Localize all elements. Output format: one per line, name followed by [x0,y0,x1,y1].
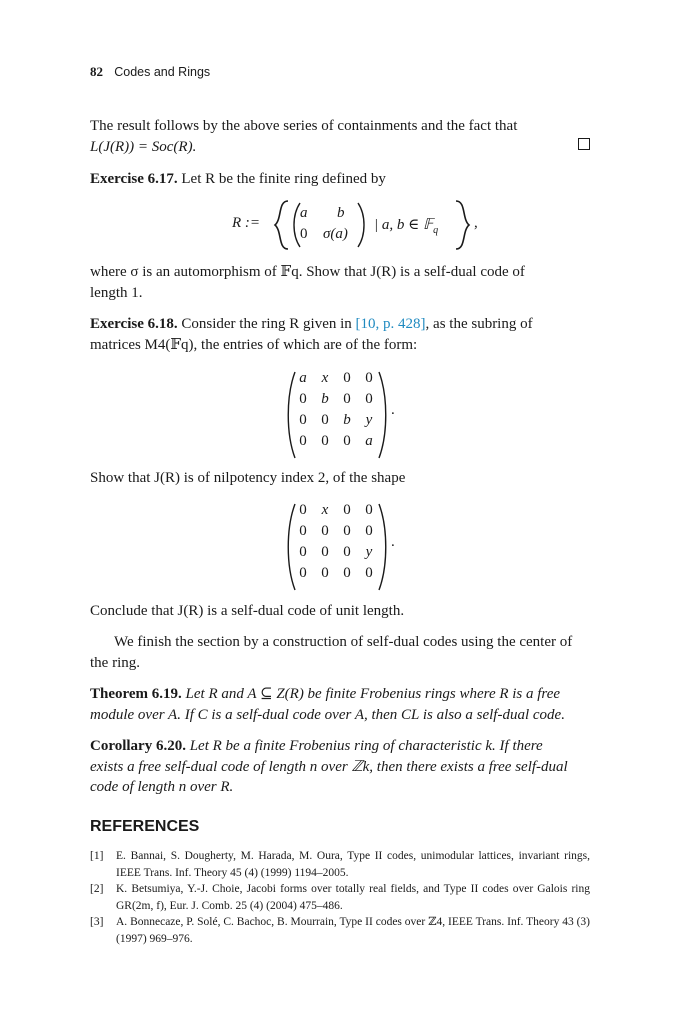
page: 82 Codes and Rings The result follows by the above series of containments and the fact that L(J(R)) = Soc(R). Exercise 6.17. Let R be the finite ring defined by R := a b 0 σ(a) | a, b ∈ 𝔽$_q$ , where σ is an automorphism of 𝔽q. Show that J(R) is a self-dual code of length 1. Exercise 6.18. Consider the ring R given in [10, p. 428], as the subring of matrices M4(𝔽q), the entries of which are of the form: a x 0 0 0 b 0 0 0 0 b y 0 0 0 a . Show that J(R) is of nilpotency index 2, of the shape 0 x 0 0 0 0 0 0 0 0 0 y 0 0 0 0 . Conclude that J(R) is a self-dual code of unit length. We finish the section by a construction of self-dual codes using the center of the ring. Theorem 6.19. Let R and A ⊆ Z(R) be finite Frobenius rings where R is a free module over A. If C is a self-dual code over A, then CL is also a self-dual code. Corollary 6.20. Let R be a finite Frobenius ring of characteristic k. If there exists a free self-dual code of length n over ℤk, then there exists a free self-dual code of length n over R. REFERENCES [1] E. Bannai, S. Dougherty, M. Harada, M. Oura, Type II codes, unimodular lattices, invariant rings, IEEE Trans. Inf. Theory 45 (4) (1999) 1194–2005. [2] K. Betsumiya, Y.-J. Choie, Jacobi forms over totally real fields, and Type II codes over Galois ring GR(2m, f), Eur. J. Comb. 25 (4) (2004) 475–486. [3] A. Bonnecaze, P. Solé, C. Bachoc, B. Mourrain, Type II codes over ℤ4, IEEE Trans. Inf. Theory 43 (3) (1997) 969–976. [90,0,590,1024]
result-line-2: L(J(R)) = Soc(R). [90,138,197,155]
exercise-6-18-line-2: matrices M4(𝔽q), the entries of which are of the form: [90,336,418,353]
reference-number: [2] [90,883,104,895]
references-heading: REFERENCES [90,818,200,835]
reference-text: K. Betsumiya, Y.-J. Choie, Jacobi forms over totally real fields, and Type II codes over Galois ring GR(2m, f), Eur. J. Comb. 25 (4) (2004) 475–486. [116,883,590,912]
exercise-6-17-after-line-1: where σ is an automorphism of 𝔽q. Show that J(R) is a self-dual code of [90,264,525,280]
qed-box-icon [578,138,590,150]
reference-text: E. Bannai, S. Dougherty, M. Harada, M. Oura, Type II codes, unimodular lattices, invariant rings, IEEE Trans. Inf. Theory 45 (4) (1999) 1194–2005. [116,850,590,879]
citation-link[interactable]: [10, p. 428] [355,316,426,332]
page-number: 82 [90,64,103,79]
corollary-label: Corollary 6.20. [90,738,186,754]
running-header [90,64,210,80]
matrix-form: a x 0 0 0 b 0 0 0 0 b y 0 0 0 a . [285,370,395,460]
right-brace-icon [450,199,476,251]
result-paragraph [90,116,590,157]
exercise-6-17-after-line-2: length 1. [90,284,143,301]
exercise-6-17-after [90,262,590,303]
running-title: Codes and Rings [114,65,211,79]
corollary-6-20 [90,736,590,798]
corollary-line-3: code of length n over R. [90,779,234,795]
reference-item [90,848,590,881]
corollary-line-2: exists a free self-dual code of length n over ℤk, then there exists a free self-dual [90,758,568,775]
conclude-text: Conclude that J(R) is a self-dual code of unit length. [90,603,405,619]
finish-paragraph [90,632,590,673]
theorem-label: Theorem 6.19. [90,686,182,702]
theorem-6-19 [90,684,590,725]
result-line-1: The result follows by the above series of containments and the fact that [90,118,518,134]
exercise-6-17-label: Exercise 6.17. [90,171,178,187]
reference-number: [1] [90,850,104,862]
theorem-line-2: module over A. If C is a self-dual code over A, then CL is also a self-dual code. [90,706,565,723]
reference-item [90,914,590,947]
m617-a: a [300,205,308,221]
exercise-6-17-intro [90,169,590,190]
matrix2-right-paren-icon [377,502,389,592]
matrix1-right-paren-icon [377,370,389,460]
m617-zero: 0 [300,226,308,242]
nilpotency-text: Show that J(R) is of nilpotency index 2, of the shape [90,470,406,486]
exercise-6-17-text: Let R be the finite ring defined by [181,171,386,187]
m617-b: b [337,205,345,221]
finish-line-2: the ring. [90,654,140,671]
reference-number: [3] [90,916,104,928]
finish-line-1: We finish the section by a construction of self-dual codes using the center of [114,634,573,650]
theorem-line-1: Let R and A ⊆ Z(R) be finite Frobenius rings where R is a free [185,686,561,702]
exercise-6-18-intro [90,314,590,355]
reference-item [90,881,590,914]
corollary-line-1: Let R be a finite Frobenius ring of characteristic k. If there [189,738,543,754]
reference-text: A. Bonnecaze, P. Solé, C. Bachoc, B. Mourrain, Type II codes over ℤ4, IEEE Trans. Inf. Theory 43 (3) (1997) 969–976. [116,916,590,945]
exercise-6-18-label: Exercise 6.18. [90,316,178,332]
matrix-shape: 0 x 0 0 0 0 0 0 0 0 0 y 0 0 0 0 . [285,502,395,592]
m617-sigma-a: σ(a) [323,226,348,242]
exercise-6-18-text-b: , as the subring of [425,316,533,332]
ring-lhs: R := [232,215,261,231]
ring-condition: | a, b ∈ 𝔽$_q$ [374,217,439,236]
right-paren-icon [356,201,368,249]
exercise-6-18-text-a: Consider the ring R given in [181,316,352,332]
